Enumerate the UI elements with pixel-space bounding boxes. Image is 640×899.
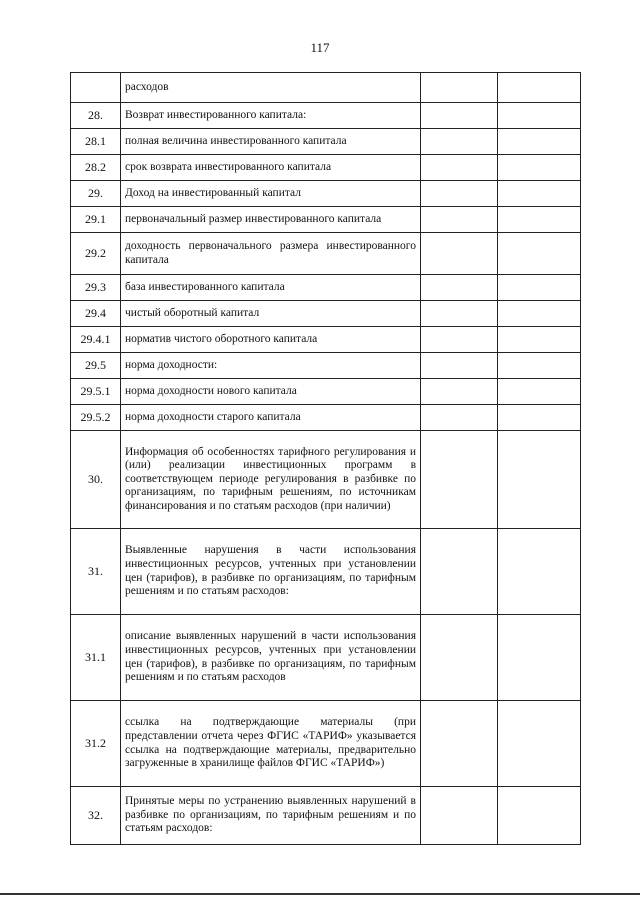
- row-number: 29.5: [71, 353, 121, 379]
- table-row: [71, 431, 581, 529]
- row-number: 31.2: [71, 701, 121, 787]
- value-cell: [498, 181, 581, 207]
- row-description: описание выявленных нарушений в части использования инвестиционных ресурсов, учтенных при установлении цен (тарифов), в разбивке по организациям, по тарифным решениям и по статьям расходов: [121, 615, 421, 701]
- table-row: [71, 405, 581, 431]
- value-cell: [498, 129, 581, 155]
- table-row: [71, 301, 581, 327]
- value-cell: [421, 529, 498, 615]
- value-cell: [421, 73, 498, 103]
- table-row: [71, 129, 581, 155]
- value-cell: [498, 155, 581, 181]
- row-description: срок возврата инвестированного капитала: [121, 155, 421, 181]
- table-row: [71, 155, 581, 181]
- value-cell: [498, 431, 581, 529]
- row-description: первоначальный размер инвестированного капитала: [121, 207, 421, 233]
- row-number: 29.4.1: [71, 327, 121, 353]
- row-description: Выявленные нарушения в части использования инвестиционных ресурсов, учтенных при установлении цен (тарифов), в разбивке по организациям, по тарифным решениям и по статьям расходов:: [121, 529, 421, 615]
- table-row: [71, 379, 581, 405]
- row-number: 29.1: [71, 207, 121, 233]
- row-description: расходов: [121, 73, 421, 103]
- row-description: доходность первоначального размера инвестированного капитала: [121, 233, 421, 275]
- table-row: [71, 103, 581, 129]
- value-cell: [498, 233, 581, 275]
- row-description: база инвестированного капитала: [121, 275, 421, 301]
- row-description: Возврат инвестированного капитала:: [121, 103, 421, 129]
- table-row: [71, 353, 581, 379]
- value-cell: [498, 275, 581, 301]
- value-cell: [421, 701, 498, 787]
- value-cell: [498, 405, 581, 431]
- page-bottom-border: [0, 893, 640, 895]
- row-number: 31.: [71, 529, 121, 615]
- value-cell: [498, 615, 581, 701]
- value-cell: [421, 207, 498, 233]
- value-cell: [421, 103, 498, 129]
- table-row: [71, 181, 581, 207]
- table-row: [71, 787, 581, 845]
- row-description: Информация об особенностях тарифного регулирования и (или) реализации инвестиционных программ в соответствующем периоде регулирования в разбивке по организациям, по тарифным решениям, по источникам финансирования и по статьям расходов (при наличии): [121, 431, 421, 529]
- row-number: 29.: [71, 181, 121, 207]
- row-description: ссылка на подтверждающие материалы (при представлении отчета через ФГИС «ТАРИФ» указывается ссылка на подтверждающие материалы, предварительно загруженные в хранилище файлов ФГИС «ТАРИФ»): [121, 701, 421, 787]
- row-number: 28.1: [71, 129, 121, 155]
- value-cell: [498, 701, 581, 787]
- table-row: [71, 529, 581, 615]
- table-row: [71, 73, 581, 103]
- table-row: [71, 615, 581, 701]
- value-cell: [498, 103, 581, 129]
- value-cell: [421, 155, 498, 181]
- table-row: [71, 327, 581, 353]
- row-number: 28.2: [71, 155, 121, 181]
- table-row: [71, 207, 581, 233]
- value-cell: [421, 379, 498, 405]
- row-number: [71, 73, 121, 103]
- value-cell: [498, 301, 581, 327]
- row-description: чистый оборотный капитал: [121, 301, 421, 327]
- row-number: 28.: [71, 103, 121, 129]
- row-description: Принятые меры по устранению выявленных нарушений в разбивке по организациям, по тарифным решениям и по статьям расходов:: [121, 787, 421, 845]
- row-number: 29.2: [71, 233, 121, 275]
- table-row: [71, 275, 581, 301]
- value-cell: [498, 379, 581, 405]
- value-cell: [421, 233, 498, 275]
- value-cell: [498, 207, 581, 233]
- value-cell: [421, 353, 498, 379]
- row-number: 32.: [71, 787, 121, 845]
- value-cell: [421, 431, 498, 529]
- value-cell: [498, 73, 581, 103]
- value-cell: [421, 327, 498, 353]
- row-description: норма доходности нового капитала: [121, 379, 421, 405]
- value-cell: [498, 353, 581, 379]
- row-description: норматив чистого оборотного капитала: [121, 327, 421, 353]
- value-cell: [421, 787, 498, 845]
- value-cell: [421, 129, 498, 155]
- value-cell: [421, 181, 498, 207]
- row-description: норма доходности старого капитала: [121, 405, 421, 431]
- table-row: [71, 701, 581, 787]
- value-cell: [421, 275, 498, 301]
- row-description: полная величина инвестированного капитала: [121, 129, 421, 155]
- value-cell: [498, 529, 581, 615]
- value-cell: [421, 615, 498, 701]
- row-number: 31.1: [71, 615, 121, 701]
- row-description: Доход на инвестированный капитал: [121, 181, 421, 207]
- row-number: 29.5.1: [71, 379, 121, 405]
- table-row: [71, 233, 581, 275]
- value-cell: [421, 301, 498, 327]
- row-number: 29.5.2: [71, 405, 121, 431]
- report-table: [70, 72, 581, 845]
- row-number: 29.3: [71, 275, 121, 301]
- value-cell: [498, 327, 581, 353]
- row-number: 30.: [71, 431, 121, 529]
- value-cell: [498, 787, 581, 845]
- page-number: 117: [310, 40, 330, 55]
- value-cell: [421, 405, 498, 431]
- row-description: норма доходности:: [121, 353, 421, 379]
- row-number: 29.4: [71, 301, 121, 327]
